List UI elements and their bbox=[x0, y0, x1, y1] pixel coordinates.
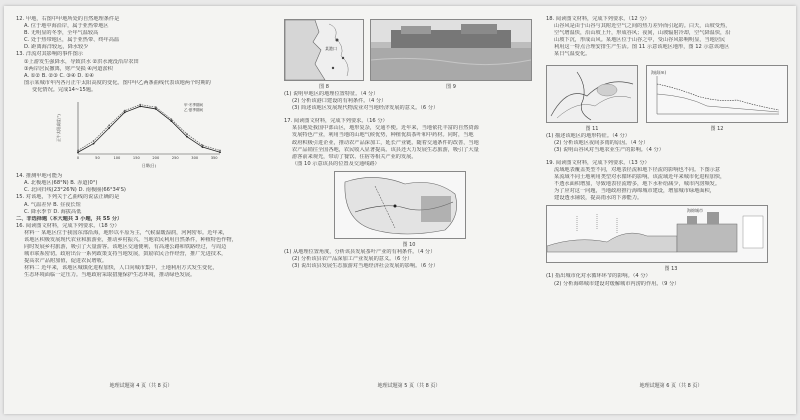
text-line: A. 北极地区(68°N) B. 赤道(0°) bbox=[24, 180, 98, 187]
page-footer-3: 地理试题第 6 页（共 8 页） bbox=[639, 382, 703, 389]
coast-map-image bbox=[285, 20, 363, 80]
text-line: (2) 分析该地区夜间多雨的原因。（4 分） bbox=[554, 139, 649, 146]
figure-11-caption: 图 11 bbox=[585, 125, 599, 132]
text-line: 17. 阅读图文材料，完成下列要求。（16 分） bbox=[284, 118, 388, 125]
data-point bbox=[155, 108, 157, 110]
text-line: 18. 阅读图文材料，完成下列要求。（12 分） bbox=[546, 16, 650, 22]
figure-13 bbox=[546, 205, 768, 263]
figure-10 bbox=[334, 171, 466, 239]
question-13 bbox=[16, 51, 266, 79]
county-map-image bbox=[335, 172, 465, 238]
figure-12 bbox=[646, 62, 788, 133]
figure-row-3 bbox=[546, 62, 796, 133]
text-line: (1) 描述该地区的地形特征。（4 分） bbox=[546, 132, 630, 139]
data-point bbox=[186, 136, 188, 138]
legend-entry: 甲·冬季期间 bbox=[184, 103, 204, 108]
text-line: 政府积极引进企业，推动农产品深加工，延长产业链。随着交通条件的改善，当地 bbox=[292, 139, 479, 146]
text-line: 提高农产品附加值，促进农民增收。 bbox=[24, 258, 108, 265]
figure-11 bbox=[546, 62, 638, 133]
text-line: ③两岸居民撤离，财产受损 ④河道淤积 bbox=[24, 65, 113, 72]
figure-13-caption: 图 13 bbox=[664, 266, 678, 273]
text-line: (2) 分析该港口建设的有利条件。（4 分） bbox=[292, 98, 387, 105]
text-line: B. 无明显的冬季，全年气温较高 bbox=[24, 30, 99, 37]
x-tick-label: 150 bbox=[132, 156, 140, 161]
figure-10-caption: 图 10 bbox=[402, 241, 416, 248]
text-line: C. 北回归线(23°26'N) D. 南极圈(66°34'S) bbox=[24, 187, 126, 194]
figure-row bbox=[284, 16, 534, 91]
map-figure bbox=[284, 19, 364, 81]
profile-title: 海拔(m) bbox=[651, 69, 667, 75]
page-footer-2: 地理试题第 5 页（共 8 页） bbox=[377, 382, 441, 389]
text-line: 图示某城市年内各月正午太阳高度的变化。图中甲乙两条曲线代表该地两个时期的 bbox=[24, 79, 211, 86]
data-point bbox=[108, 125, 110, 127]
series-line-0 bbox=[78, 106, 220, 152]
data-point bbox=[77, 150, 79, 152]
x-tick-label: 350 bbox=[210, 156, 218, 161]
page-column-1 bbox=[16, 16, 266, 396]
data-point bbox=[219, 150, 221, 152]
terrain-map-image bbox=[547, 66, 637, 122]
x-tick-label: 200 bbox=[152, 156, 160, 161]
text-line: 某县地处我国中部山区，地形复杂，交通不便。近年来，当地依托丰富的自然资源 bbox=[292, 125, 479, 132]
diagram-label: 海绵城市 bbox=[687, 208, 703, 214]
text-line: 16. 阅读图文材料，完成下列要求。（18 分） bbox=[16, 222, 120, 229]
data-point bbox=[93, 143, 95, 145]
question-12 bbox=[16, 16, 266, 51]
question-19-parts bbox=[546, 273, 796, 287]
x-tick-label: 100 bbox=[113, 156, 121, 161]
data-point bbox=[186, 133, 188, 135]
x-tick-label: 300 bbox=[191, 156, 199, 161]
question-17-parts bbox=[284, 249, 534, 270]
text-line: (3) 简述该地区发展现代物流业对当地经济发展的意义。（6 分） bbox=[292, 105, 439, 112]
x-tick-label: 250 bbox=[171, 156, 179, 161]
profile-chart bbox=[646, 65, 788, 123]
text-line: 利用这一特点合理安排生产生活。图 11 示意该地区地形，图 12 示意该地区 bbox=[554, 44, 730, 51]
text-line: 发展特色产业，利用当地的山地气候优势，种植优质茶叶和中药材。同时，当地 bbox=[292, 132, 474, 139]
text-line: 为了应对这一问题，当地政府推行海绵城市建设，增加城市绿地面积， bbox=[554, 188, 715, 195]
water-cycle-diagram bbox=[547, 206, 767, 262]
text-line: 农产品销往全国各地，农民收入显著提高。该县还大力发展生态旅游，吸引了大量 bbox=[292, 146, 479, 153]
text-line: 15. 对该地，下列关于乙曲线的说法正确的是 bbox=[16, 194, 120, 201]
question-15 bbox=[16, 194, 266, 215]
page-footer: 地理试题第 4 页（共 8 页） bbox=[109, 382, 173, 389]
text-line: 山谷风是由于山谷与其附近空气之间的热力差异而引起的。白天，山坡受热， bbox=[554, 23, 731, 30]
text-line: 12. 甲地，右图中甲地所处的自然地理条件是 bbox=[16, 16, 120, 22]
text-line: (3) 说明山谷风对当地农业生产的影响。（4 分） bbox=[554, 146, 664, 153]
text-line: 不透水面积增加，导致地表径流增多，地下水补给减少，城市内涝频发。 bbox=[554, 181, 721, 188]
data-point bbox=[139, 104, 141, 106]
figure-12-caption: 图 12 bbox=[710, 125, 724, 132]
text-line: C. 处于热带地区，属于亚热带、终年高温 bbox=[24, 37, 120, 44]
figure-8-caption: 图 8 bbox=[319, 84, 329, 90]
text-line: A. 气温差异 B. 昼夜长短 bbox=[24, 201, 81, 208]
data-point bbox=[219, 151, 221, 153]
y-axis-label: 正午太阳高度(°) bbox=[56, 114, 61, 142]
text-line: 生态环境面临一定压力。当地政府采取措施保护生态环境，推动绿色发展。 bbox=[24, 272, 196, 279]
page-column-3 bbox=[546, 16, 796, 396]
text-line: 13. 洋流对其影响的事件图示 bbox=[16, 51, 83, 58]
text-line: (1) 指出城市化对水循环环节的影响。（4 分） bbox=[546, 273, 651, 280]
question-19 bbox=[546, 160, 796, 203]
port-photo bbox=[370, 19, 532, 81]
figure-8 bbox=[284, 16, 364, 91]
text-line: (1) 从地理位置角度，分析该县发展茶叶产业的有利条件。（4 分） bbox=[284, 248, 436, 255]
text-line: 某日气温变化。 bbox=[554, 51, 591, 58]
x-axis-label: 日期(日) bbox=[141, 163, 157, 169]
text-line: 流域地表覆盖类型不同，对地表径流和地下径流的影响也不同。下图示意 bbox=[554, 166, 721, 173]
text-line: A. ①② B. ②③ C. ③④ D. ①④ bbox=[24, 72, 94, 79]
text-line: 空气增温快，沿山坡上升，形成谷风；夜间，山坡辐射冷却，空气降温快，沿 bbox=[554, 30, 731, 37]
data-point bbox=[202, 144, 204, 146]
x-tick-label: 0 bbox=[76, 156, 80, 161]
data-point bbox=[108, 127, 110, 129]
data-point bbox=[124, 110, 126, 112]
chart-intro bbox=[16, 80, 266, 94]
text-line: (1) 说明甲地区的地理位置特征。（4 分） bbox=[284, 91, 379, 97]
data-point bbox=[139, 105, 141, 107]
text-line: 游客前来观光，带动了餐饮、住宿等相关产业的发展。 bbox=[292, 153, 417, 160]
text-line: (3) 说出该县发展生态旅游对当地经济社会发展的影响。（6 分） bbox=[292, 263, 439, 270]
text-line: 19. 阅读图文材料，完成下列要求。（13 分） bbox=[546, 159, 650, 166]
data-point bbox=[155, 106, 157, 108]
text-line: （图 10 示意该县的位置及交通线路） bbox=[292, 160, 380, 167]
question-18-parts bbox=[546, 133, 796, 154]
terrain-map bbox=[546, 65, 638, 123]
text-line: 材料一 某地区位于我国东部沿海，地形以平原为主，气候温暖湿润，河网密布。近年来， bbox=[24, 229, 228, 236]
chart-svg bbox=[56, 96, 226, 168]
text-line: 建设透水铺装，提高雨水的下渗能力。 bbox=[554, 195, 643, 202]
profile-chart-image bbox=[647, 66, 787, 122]
text-line: ①上游发生强降水，导致洪水 ②洪水淹没沿岸农田 bbox=[24, 58, 139, 65]
text-line: 材料二 近年来，该地区城镇化进程加快，人口向城市集中，土地利用方式发生变化， bbox=[24, 265, 218, 272]
section-heading: 二、非选择题（本大题共 3 小题，共 55 分） bbox=[16, 215, 123, 222]
data-point bbox=[170, 118, 172, 120]
text-line: 城市联系密切。政府出台一系列政策支持当地发展，鼓励农民合作经营，推广先进技术， bbox=[24, 251, 227, 258]
legend-entry: 乙·夏季期间 bbox=[184, 108, 204, 113]
question-14 bbox=[16, 173, 266, 194]
data-point bbox=[202, 146, 204, 148]
exam-sheet bbox=[4, 6, 796, 414]
text-line: (2) 分析该县农产品深加工产业发展的意义。（6 分） bbox=[292, 256, 413, 263]
text-line: C. 降水季节 D. 海拔高低 bbox=[24, 208, 82, 215]
text-line: 同时发展乡村旅游，吸引了大量游客。该地区交通便利，有高速公路和铁路经过，与周边 bbox=[24, 244, 227, 251]
map-label: 某港口 bbox=[325, 46, 337, 51]
question-16-parts bbox=[284, 91, 534, 112]
x-tick-label: 50 bbox=[95, 156, 100, 161]
question-16 bbox=[16, 223, 266, 280]
data-point bbox=[77, 151, 79, 153]
text-line: 山坡下沉，形成山风。某地区位于山谷之中，受山谷风影响明显，当地居民 bbox=[554, 37, 726, 44]
text-line: (2) 分析海绵城市建设对缓解城市内涝的作用。（9 分） bbox=[554, 280, 680, 287]
text-line: D. 距离海洋较远，降水较少 bbox=[24, 44, 89, 51]
text-line: 变化情况。完成14~15题。 bbox=[32, 86, 97, 93]
text-line: 某流域不同土地利用类型对水循环的影响。该流域近年来城市化进程加快， bbox=[554, 174, 726, 181]
text-line: 14. 推测甲地可能为 bbox=[16, 173, 63, 180]
figure-9-caption: 图 9 bbox=[446, 84, 456, 90]
text-line: A. 位于地中海沿岸，属于亚热带地区 bbox=[24, 23, 109, 30]
question-17 bbox=[284, 118, 534, 168]
data-point bbox=[93, 140, 95, 142]
figure-9 bbox=[370, 16, 532, 91]
text-line: 该地区积极发展现代农业和旅游业，推动乡村振兴。当地农民利用自然条件，种植特色作物， bbox=[24, 236, 237, 243]
question-18 bbox=[546, 16, 796, 59]
sun-angle-chart bbox=[56, 96, 266, 171]
port-photo-image bbox=[371, 20, 531, 80]
page-column-2 bbox=[284, 16, 534, 396]
